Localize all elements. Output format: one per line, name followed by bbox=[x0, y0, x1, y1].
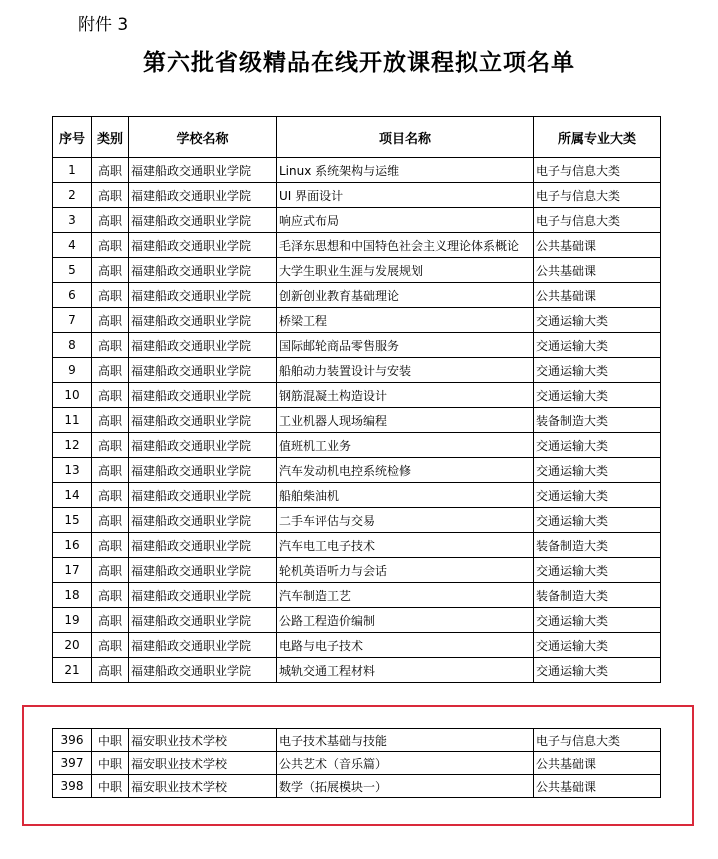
cell-category: 高职 bbox=[92, 258, 129, 283]
cell-index: 21 bbox=[53, 658, 92, 683]
cell-school: 福安职业技术学校 bbox=[129, 729, 277, 752]
cell-index: 6 bbox=[53, 283, 92, 308]
cell-major: 公共基础课 bbox=[534, 752, 661, 775]
cell-school: 福建船政交通职业学院 bbox=[129, 283, 277, 308]
cell-category: 中职 bbox=[92, 729, 129, 752]
cell-project: 响应式布局 bbox=[277, 208, 534, 233]
table-row bbox=[53, 408, 661, 433]
cell-index: 11 bbox=[53, 408, 92, 433]
cell-project: 毛泽东思想和中国特色社会主义理论体系概论 bbox=[277, 233, 534, 258]
table-row bbox=[53, 633, 661, 658]
cell-project: 工业机器人现场编程 bbox=[277, 408, 534, 433]
cell-major: 公共基础课 bbox=[534, 283, 661, 308]
cell-major: 装备制造大类 bbox=[534, 408, 661, 433]
cell-project: 公路工程造价编制 bbox=[277, 608, 534, 633]
cell-school: 福建船政交通职业学院 bbox=[129, 208, 277, 233]
cell-index: 13 bbox=[53, 458, 92, 483]
cell-index: 4 bbox=[53, 233, 92, 258]
cell-project: 创新创业教育基础理论 bbox=[277, 283, 534, 308]
cell-school: 福建船政交通职业学院 bbox=[129, 333, 277, 358]
table-body bbox=[53, 158, 661, 683]
cell-index: 15 bbox=[53, 508, 92, 533]
table-row bbox=[53, 208, 661, 233]
cell-index: 17 bbox=[53, 558, 92, 583]
cell-school: 福安职业技术学校 bbox=[129, 775, 277, 798]
cell-school: 福建船政交通职业学院 bbox=[129, 258, 277, 283]
cell-project: 钢筋混凝土构造设计 bbox=[277, 383, 534, 408]
cell-category: 高职 bbox=[92, 208, 129, 233]
cell-major: 交通运输大类 bbox=[534, 433, 661, 458]
cell-category: 高职 bbox=[92, 583, 129, 608]
cell-school: 福建船政交通职业学院 bbox=[129, 183, 277, 208]
cell-category: 高职 bbox=[92, 483, 129, 508]
table-header-row bbox=[53, 117, 661, 158]
cell-school: 福建船政交通职业学院 bbox=[129, 433, 277, 458]
cell-project: 大学生职业生涯与发展规划 bbox=[277, 258, 534, 283]
cell-school: 福建船政交通职业学院 bbox=[129, 308, 277, 333]
cell-school: 福建船政交通职业学院 bbox=[129, 233, 277, 258]
table-row bbox=[53, 458, 661, 483]
cell-project: 数学（拓展模块一） bbox=[277, 775, 534, 798]
cell-project: 汽车电工电子技术 bbox=[277, 533, 534, 558]
cell-category: 高职 bbox=[92, 558, 129, 583]
cell-school: 福建船政交通职业学院 bbox=[129, 383, 277, 408]
cell-school: 福建船政交通职业学院 bbox=[129, 558, 277, 583]
table-row bbox=[53, 233, 661, 258]
cell-project: 汽车发动机电控系统检修 bbox=[277, 458, 534, 483]
cell-major: 装备制造大类 bbox=[534, 583, 661, 608]
cell-index: 20 bbox=[53, 633, 92, 658]
cell-school: 福建船政交通职业学院 bbox=[129, 408, 277, 433]
cell-index: 397 bbox=[53, 752, 92, 775]
cell-major: 交通运输大类 bbox=[534, 508, 661, 533]
course-list-table bbox=[52, 116, 661, 683]
cell-major: 装备制造大类 bbox=[534, 533, 661, 558]
cell-category: 高职 bbox=[92, 408, 129, 433]
cell-category: 中职 bbox=[92, 775, 129, 798]
cell-major: 交通运输大类 bbox=[534, 558, 661, 583]
cell-school: 福建船政交通职业学院 bbox=[129, 533, 277, 558]
header-category: 类别 bbox=[92, 117, 129, 158]
cell-category: 高职 bbox=[92, 658, 129, 683]
cell-major: 交通运输大类 bbox=[534, 483, 661, 508]
cell-school: 福建船政交通职业学院 bbox=[129, 483, 277, 508]
cell-category: 高职 bbox=[92, 283, 129, 308]
cell-project: 二手车评估与交易 bbox=[277, 508, 534, 533]
cell-category: 高职 bbox=[92, 533, 129, 558]
header-school: 学校名称 bbox=[129, 117, 277, 158]
cell-project: 电路与电子技术 bbox=[277, 633, 534, 658]
table-row bbox=[53, 752, 661, 775]
table-row bbox=[53, 433, 661, 458]
cell-index: 1 bbox=[53, 158, 92, 183]
cell-category: 中职 bbox=[92, 752, 129, 775]
cell-project: UI 界面设计 bbox=[277, 183, 534, 208]
cell-index: 3 bbox=[53, 208, 92, 233]
cell-project: 船舶动力装置设计与安装 bbox=[277, 358, 534, 383]
table-row bbox=[53, 333, 661, 358]
cell-major: 电子与信息大类 bbox=[534, 729, 661, 752]
cell-school: 福建船政交通职业学院 bbox=[129, 158, 277, 183]
cell-major: 交通运输大类 bbox=[534, 308, 661, 333]
cell-school: 福建船政交通职业学院 bbox=[129, 508, 277, 533]
table-row bbox=[53, 583, 661, 608]
table-row bbox=[53, 608, 661, 633]
cell-category: 高职 bbox=[92, 158, 129, 183]
cell-index: 398 bbox=[53, 775, 92, 798]
cell-index: 8 bbox=[53, 333, 92, 358]
table-row bbox=[53, 483, 661, 508]
table-row bbox=[53, 558, 661, 583]
cell-category: 高职 bbox=[92, 308, 129, 333]
table-row bbox=[53, 358, 661, 383]
cell-school: 福建船政交通职业学院 bbox=[129, 358, 277, 383]
cell-index: 12 bbox=[53, 433, 92, 458]
cell-category: 高职 bbox=[92, 383, 129, 408]
cell-major: 交通运输大类 bbox=[534, 333, 661, 358]
cell-major: 公共基础课 bbox=[534, 258, 661, 283]
tail-table-body bbox=[53, 729, 661, 798]
cell-project: Linux 系统架构与运维 bbox=[277, 158, 534, 183]
cell-major: 交通运输大类 bbox=[534, 458, 661, 483]
cell-category: 高职 bbox=[92, 608, 129, 633]
cell-major: 交通运输大类 bbox=[534, 608, 661, 633]
cell-major: 电子与信息大类 bbox=[534, 208, 661, 233]
table-row bbox=[53, 183, 661, 208]
cell-project: 船舶柴油机 bbox=[277, 483, 534, 508]
cell-index: 7 bbox=[53, 308, 92, 333]
cell-school: 福安职业技术学校 bbox=[129, 752, 277, 775]
table-row bbox=[53, 658, 661, 683]
cell-project: 城轨交通工程材料 bbox=[277, 658, 534, 683]
table-row bbox=[53, 258, 661, 283]
cell-major: 交通运输大类 bbox=[534, 658, 661, 683]
table-row bbox=[53, 383, 661, 408]
cell-project: 轮机英语听力与会话 bbox=[277, 558, 534, 583]
cell-project: 国际邮轮商品零售服务 bbox=[277, 333, 534, 358]
cell-major: 交通运输大类 bbox=[534, 358, 661, 383]
table-row bbox=[53, 533, 661, 558]
cell-category: 高职 bbox=[92, 508, 129, 533]
cell-project: 电子技术基础与技能 bbox=[277, 729, 534, 752]
cell-major: 交通运输大类 bbox=[534, 633, 661, 658]
table-row bbox=[53, 775, 661, 798]
table-row bbox=[53, 729, 661, 752]
cell-index: 14 bbox=[53, 483, 92, 508]
table-row bbox=[53, 508, 661, 533]
cell-school: 福建船政交通职业学院 bbox=[129, 458, 277, 483]
header-project: 项目名称 bbox=[277, 117, 534, 158]
cell-index: 2 bbox=[53, 183, 92, 208]
cell-major: 电子与信息大类 bbox=[534, 158, 661, 183]
cell-project: 汽车制造工艺 bbox=[277, 583, 534, 608]
cell-index: 9 bbox=[53, 358, 92, 383]
cell-major: 公共基础课 bbox=[534, 775, 661, 798]
course-list-tail-table bbox=[52, 728, 661, 798]
cell-category: 高职 bbox=[92, 183, 129, 208]
cell-project: 值班机工业务 bbox=[277, 433, 534, 458]
header-index: 序号 bbox=[53, 117, 92, 158]
table-row bbox=[53, 308, 661, 333]
cell-category: 高职 bbox=[92, 458, 129, 483]
cell-school: 福建船政交通职业学院 bbox=[129, 633, 277, 658]
cell-school: 福建船政交通职业学院 bbox=[129, 658, 277, 683]
header-major: 所属专业大类 bbox=[534, 117, 661, 158]
attachment-label: 附件 3 bbox=[78, 15, 129, 35]
cell-index: 19 bbox=[53, 608, 92, 633]
cell-category: 高职 bbox=[92, 433, 129, 458]
table-row bbox=[53, 283, 661, 308]
cell-major: 交通运输大类 bbox=[534, 383, 661, 408]
cell-category: 高职 bbox=[92, 233, 129, 258]
cell-category: 高职 bbox=[92, 358, 129, 383]
cell-school: 福建船政交通职业学院 bbox=[129, 608, 277, 633]
cell-category: 高职 bbox=[92, 333, 129, 358]
document-title: 第六批省级精品在线开放课程拟立项名单 bbox=[143, 50, 575, 76]
cell-school: 福建船政交通职业学院 bbox=[129, 583, 277, 608]
cell-project: 桥梁工程 bbox=[277, 308, 534, 333]
cell-index: 16 bbox=[53, 533, 92, 558]
cell-major: 电子与信息大类 bbox=[534, 183, 661, 208]
cell-major: 公共基础课 bbox=[534, 233, 661, 258]
cell-index: 10 bbox=[53, 383, 92, 408]
table-row bbox=[53, 158, 661, 183]
cell-index: 5 bbox=[53, 258, 92, 283]
cell-index: 396 bbox=[53, 729, 92, 752]
cell-category: 高职 bbox=[92, 633, 129, 658]
cell-project: 公共艺术（音乐篇） bbox=[277, 752, 534, 775]
cell-index: 18 bbox=[53, 583, 92, 608]
